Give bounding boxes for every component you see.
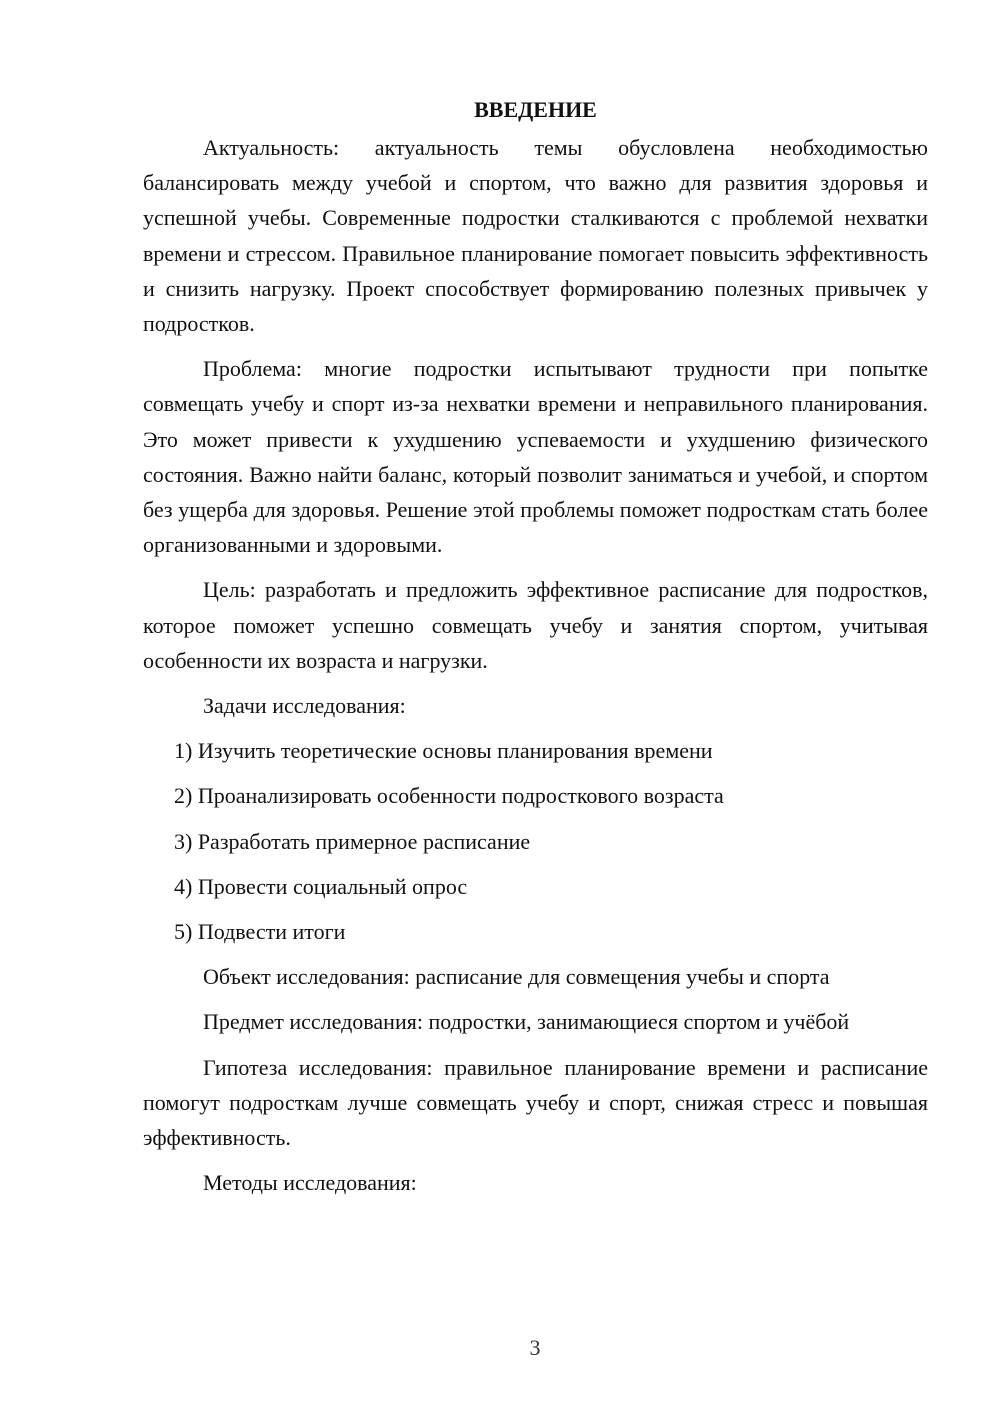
paragraph-relevance: Актуальность: актуальность темы обусловлена необходимостью балансировать между учебой и спортом, что важно для развития здоровья и успешной учебы. Современные подростки сталкиваются с проблемой нехватки времени и стрессом. Правильное планирование помогает повысить эффективность и снизить нагрузку. Проект способствует формированию полезных привычек у подростков.: [143, 135, 928, 337]
paragraph-hypothesis: Гипотеза исследования: правильное планирование времени и расписание помогут подросткам лучше совмещать учебу и спорт, снижая стресс и повышая эффективность.: [143, 1054, 928, 1151]
list-item: 2) Проанализировать особенности подросткового возраста: [174, 783, 724, 809]
paragraph-methods: Методы исследования:: [203, 1170, 417, 1196]
tasks-list: [143, 733, 928, 949]
document-page: [143, 92, 928, 1210]
paragraph-object: Объект исследования: расписание для совмещения учебы и спорта: [203, 964, 830, 990]
list-item: 4) Провести социальный опрос: [174, 873, 468, 899]
list-item: 1) Изучить теоретические основы планирования времени: [174, 738, 713, 764]
list-item: 5) Подвести итоги: [174, 919, 346, 945]
paragraph-goal: Цель: разработать и предложить эффективное расписание для подростков, которое поможет успешно совмещать учебу и занятия спортом, учитывая особенности их возраста и нагрузки.: [143, 577, 928, 673]
paragraph-tasks-heading: Задачи исследования:: [203, 693, 406, 719]
section-heading: ВВЕДЕНИЕ: [474, 97, 597, 122]
list-item: 3) Разработать примерное расписание: [174, 828, 531, 854]
page-number: 3: [529, 1335, 541, 1360]
paragraph-subject: Предмет исследования: подростки, занимающиеся спортом и учёбой: [203, 1009, 850, 1035]
paragraph-problem: Проблема: многие подростки испытывают трудности при попытке совмещать учебу и спорт из-за нехватки времени и неправильного планирования. Это может привести к ухудшению успеваемости и ухудшению физического состояния. Важно найти баланс, который позволит заниматься и учебой, и спортом без ущерба для здоровья. Решение этой проблемы поможет подросткам стать более организованными и здоровыми.: [143, 356, 928, 558]
